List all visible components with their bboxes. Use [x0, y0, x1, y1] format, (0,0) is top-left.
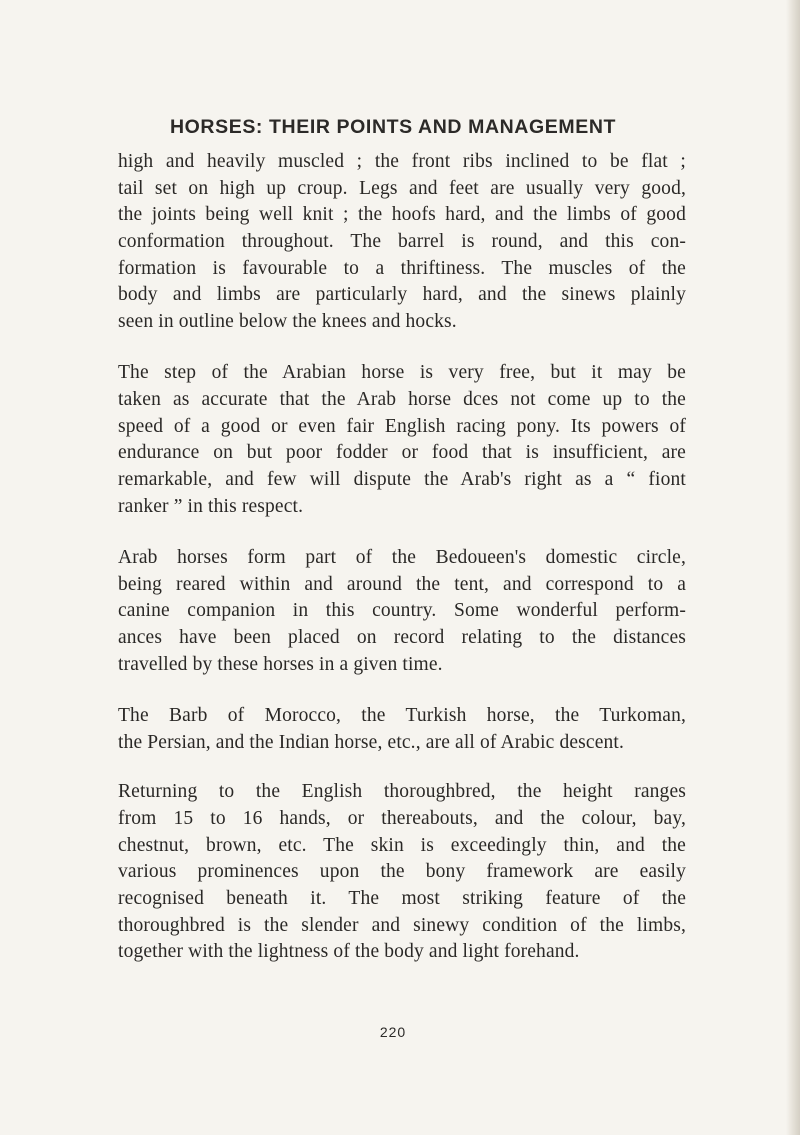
paragraph-1 [118, 149, 686, 336]
paragraph-gap [118, 520, 686, 545]
text-line: Returning to the English thoroughbred, the height ranges [118, 781, 686, 803]
paragraph-gap [118, 678, 686, 703]
text-line: taken as accurate that the Arab horse dces not come up to the [118, 389, 686, 410]
text-line: The step of the Arabian horse is very free, but it may be [118, 362, 686, 384]
page-number: 220 [379, 1024, 407, 1040]
text-line: tail set on high up croup. Legs and feet are usually very good, [118, 177, 686, 199]
paragraph-4 [118, 703, 686, 756]
text-line: thoroughbred is the slender and sinewy condition of the limbs, [118, 914, 686, 936]
text-line: together with the lightness of the body and light forehand. [118, 941, 580, 963]
running-head: HORSES: THEIR POINTS AND MANAGEMENT [169, 116, 617, 138]
page-edge-shadow [786, 0, 800, 1135]
text-line: the Persian, and the Indian horse, etc., are all of Arabic descent. [118, 731, 625, 753]
text-line: ranker ” in this respect. [118, 495, 304, 517]
text-line: endurance on but poor fodder or food that is insufficient, are [118, 442, 686, 464]
text-line: The Barb of Morocco, the Turkish horse, the Turkoman, [118, 704, 686, 726]
text-line: recognised beneath it. The most striking feature of the [118, 888, 686, 909]
text-line: ances have been placed on record relating to the distances [118, 627, 686, 648]
text-line: seen in outline below the knees and hocks. [118, 311, 457, 333]
text-line: high and heavily muscled ; the front ribs inclined to be flat ; [118, 151, 686, 172]
text-line: Arab horses form part of the Bedoueen's domestic circle, [118, 546, 686, 568]
paragraph-5 [118, 779, 686, 966]
text-line: being reared within and around the tent, and correspond to a [118, 573, 686, 595]
text-line: from 15 to 16 hands, or thereabouts, and the colour, bay, [118, 807, 686, 829]
text-line: canine companion in this country. Some wonderful perform- [118, 600, 686, 622]
text-line: speed of a good or even fair English racing pony. Its powers of [118, 415, 686, 437]
text-line: the joints being well knit ; the hoofs hard, and the limbs of good [118, 204, 686, 226]
text-line: various prominences upon the bony framework are easily [118, 861, 686, 883]
text-line: formation is favourable to a thriftiness. The muscles of the [118, 257, 686, 279]
text-line: remarkable, and few will dispute the Arab's right as a “ fiont [118, 469, 686, 491]
paragraph-2 [118, 360, 686, 520]
paragraph-gap [118, 756, 686, 779]
text-line: conformation throughout. The barrel is round, and this con- [118, 231, 686, 253]
text-line: chestnut, brown, etc. The skin is exceedingly thin, and the [118, 834, 686, 856]
text-line: travelled by these horses in a given time. [118, 653, 443, 675]
body-text [118, 149, 686, 966]
paragraph-3 [118, 545, 686, 678]
text-line: body and limbs are particularly hard, and the sinews plainly [118, 284, 686, 306]
paragraph-gap [118, 336, 686, 361]
